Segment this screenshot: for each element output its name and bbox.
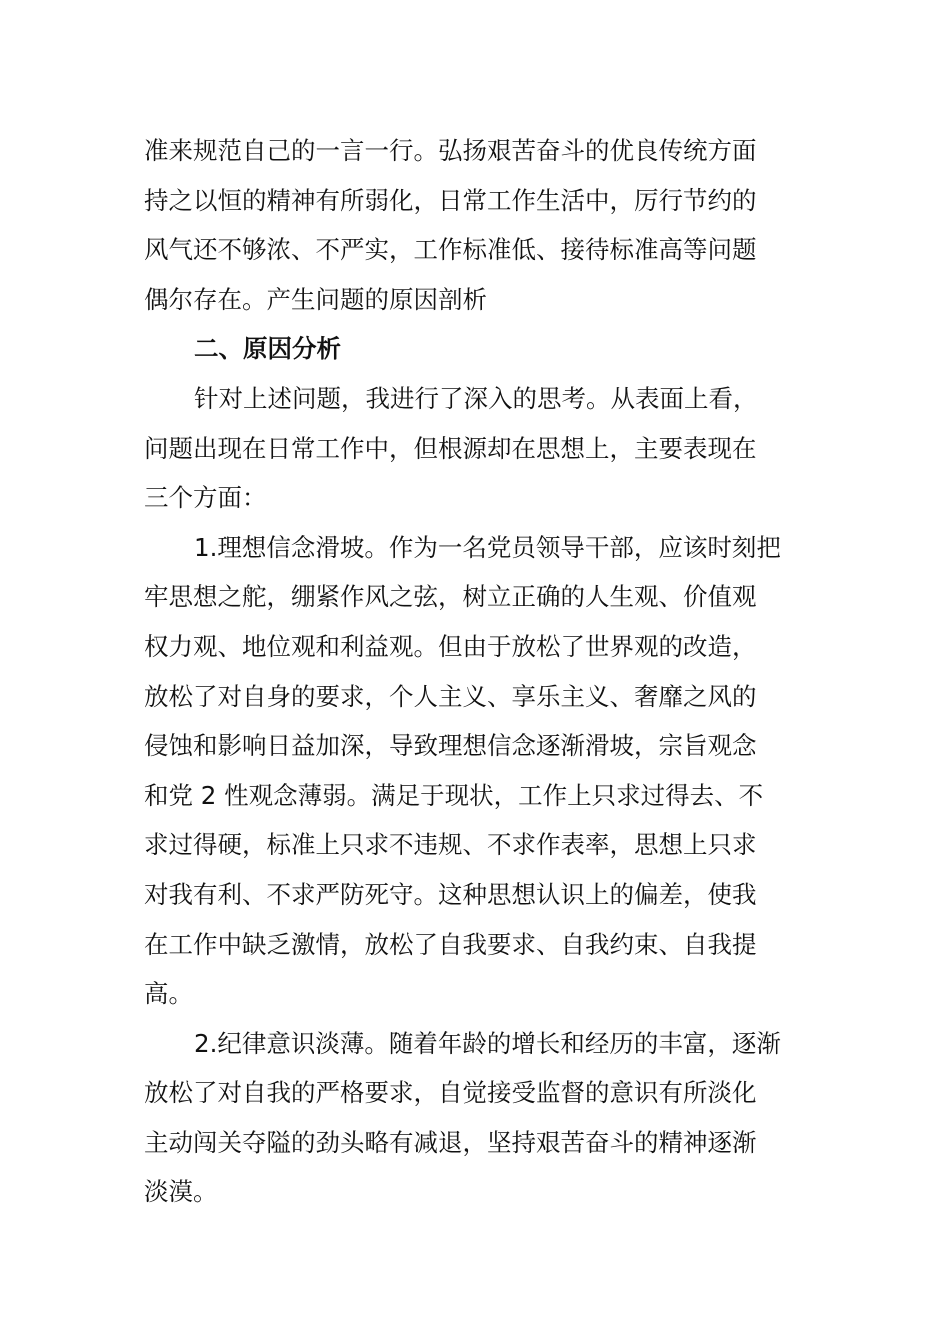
text-line: 牢思想之舵，绷紧作风之弦，树立正确的人生观、价值观 (144, 582, 757, 612)
text-line: 和党 2 性观念薄弱。满足于现状，工作上只求过得去、不 (144, 780, 764, 810)
text-line: 淡漠。 (144, 1177, 218, 1207)
text-line: 权力观、地位观和利益观。但由于放松了世界观的改造， (144, 631, 757, 661)
text-line: 1.理想信念滑坡。作为一名党员领导干部，应该时刻把 (194, 532, 781, 562)
text-line: 三个方面： (144, 483, 267, 513)
text-line: 风气还不够浓、不严实，工作标准低、接待标准高等问题 (144, 235, 757, 265)
text-line: 针对上述问题，我进行了深入的思考。从表面上看， (194, 383, 758, 413)
text-line: 在工作中缺乏激情，放松了自我要求、自我约束、自我提 (144, 929, 757, 959)
section-heading: 二、原因分析 (194, 334, 341, 364)
text-line: 主动闯关夺隘的劲头略有减退，坚持艰苦奋斗的精神逐渐 (144, 1127, 757, 1157)
paragraph-point-2 (144, 1019, 808, 1217)
text-line: 准来规范自己的一言一行。弘扬艰苦奋斗的优良传统方面 (144, 136, 757, 165)
section-heading-cause-analysis (144, 324, 808, 374)
text-line: 求过得硬，标准上只求不违规、不求作表率，思想上只求 (144, 830, 757, 860)
text-line: 对我有利、不求严防死守。这种思想认识上的偏差，使我 (144, 879, 757, 909)
paragraph-intro (144, 374, 808, 523)
paragraph-problems-continued (144, 126, 808, 324)
paragraph-point-1 (144, 523, 808, 1019)
text-line: 问题出现在日常工作中，但根源却在思想上，主要表现在 (144, 433, 757, 463)
text-line: 2.纪律意识淡薄。随着年龄的增长和经历的丰富，逐渐 (194, 1028, 781, 1058)
text-line: 偶尔存在。产生问题的原因剖析 (144, 284, 487, 314)
text-line: 放松了对自身的要求，个人主义、享乐主义、奢靡之风的 (144, 681, 757, 711)
text-line: 放松了对自我的严格要求，自觉接受监督的意识有所淡化 (144, 1078, 757, 1108)
text-line: 高。 (144, 979, 193, 1009)
text-line: 侵蚀和影响日益加深，导致理想信念逐渐滑坡，宗旨观念 (144, 731, 757, 761)
document-body (144, 126, 808, 1217)
text-line: 持之以恒的精神有所弱化，日常工作生活中，厉行节约的 (144, 185, 757, 215)
